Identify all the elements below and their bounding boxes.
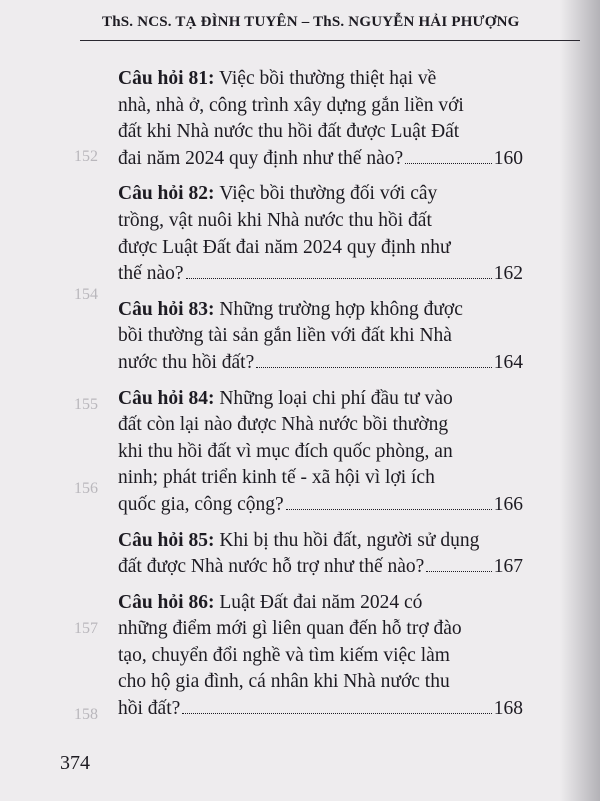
question-text: đất còn lại nào được Nhà nước bồi thường — [118, 414, 449, 436]
ghost-number: 152 — [74, 148, 98, 165]
dot-leader — [426, 571, 491, 572]
toc-entry-81[interactable] — [118, 66, 523, 172]
page-ref: 167 — [493, 556, 523, 578]
page-number: 374 — [60, 752, 90, 774]
page-ref: 162 — [493, 263, 523, 285]
question-text: nước thu hồi đất? — [118, 351, 255, 373]
question-text: Việc bồi thường đối với cây — [219, 183, 438, 205]
dot-leader — [286, 509, 492, 510]
ghost-number: 154 — [74, 286, 98, 303]
ghost-number: 155 — [74, 396, 98, 413]
toc-entry-85[interactable] — [118, 528, 523, 581]
page-ref: 168 — [493, 698, 523, 720]
question-text: thế nào? — [118, 263, 184, 285]
ghost-number: 156 — [74, 480, 98, 497]
question-label: Câu hỏi 81: — [118, 68, 215, 89]
toc-entry-83[interactable] — [118, 297, 523, 377]
dot-leader — [182, 713, 491, 714]
question-text: quốc gia, công cộng? — [118, 493, 284, 515]
question-label: Câu hỏi 84: — [118, 387, 215, 409]
header-rule — [80, 40, 580, 41]
question-text: Luật Đất đai năm 2024 có — [219, 591, 423, 613]
question-text: khi thu hồi đất vì mục đích quốc phòng, an — [118, 440, 453, 462]
ghost-number: 158 — [74, 706, 98, 723]
page-edge-shadow — [560, 0, 600, 801]
question-label: Câu hỏi 82: — [118, 183, 215, 205]
page-ref: 166 — [493, 493, 523, 515]
toc-entry-84[interactable] — [118, 386, 523, 519]
question-text: được Luật Đất đai năm 2024 quy định như — [118, 236, 451, 258]
question-text: đất khi Nhà nước thu hồi đất được Luật Đất — [118, 121, 460, 143]
running-header: ThS. NCS. TẠ ĐÌNH TUYÊN – ThS. NGUYỄN HẢI PHƯỢNG — [102, 14, 520, 30]
toc-entry-82[interactable] — [118, 181, 523, 287]
question-text: Khi bị thu hồi đất, người sử dụng — [219, 529, 480, 551]
question-label: Câu hỏi 83: — [118, 298, 215, 320]
question-text: Những trường hợp không được — [219, 298, 463, 320]
page-ref: 164 — [493, 351, 523, 373]
question-text: Những loại chi phí đầu tư vào — [219, 387, 453, 409]
toc-entry-86[interactable] — [118, 590, 523, 723]
question-text: cho hộ gia đình, cá nhân khi Nhà nước thu — [118, 671, 450, 693]
dot-leader — [405, 163, 492, 164]
question-text: đai năm 2024 quy định như thế nào? — [118, 147, 404, 169]
question-label: Câu hỏi 85: — [118, 529, 215, 551]
question-text: bồi thường tài sản gắn liền với đất khi Nhà — [118, 325, 452, 347]
ghost-number: 157 — [74, 620, 98, 637]
dot-leader — [186, 278, 492, 279]
question-text: Việc bồi thường thiệt hại về — [218, 68, 437, 89]
question-text: trồng, vật nuôi khi Nhà nước thu hồi đất — [118, 209, 432, 231]
question-text: nhà, nhà ở, công trình xây dựng gắn liền với — [118, 94, 464, 116]
dot-leader — [256, 367, 492, 368]
question-text: hồi đất? — [118, 698, 181, 720]
question-text: đất được Nhà nước hỗ trợ như thế nào? — [118, 556, 425, 578]
question-text: những điểm mới gì liên quan đến hỗ trợ đào — [118, 618, 462, 640]
question-text: ninh; phát triển kinh tế - xã hội vì lợi ích — [118, 467, 435, 489]
question-text: tạo, chuyển đổi nghề và tìm kiếm việc làm — [118, 644, 450, 666]
question-label: Câu hỏi 86: — [118, 591, 215, 613]
table-of-contents — [118, 66, 523, 732]
page-ref: 160 — [493, 147, 523, 169]
